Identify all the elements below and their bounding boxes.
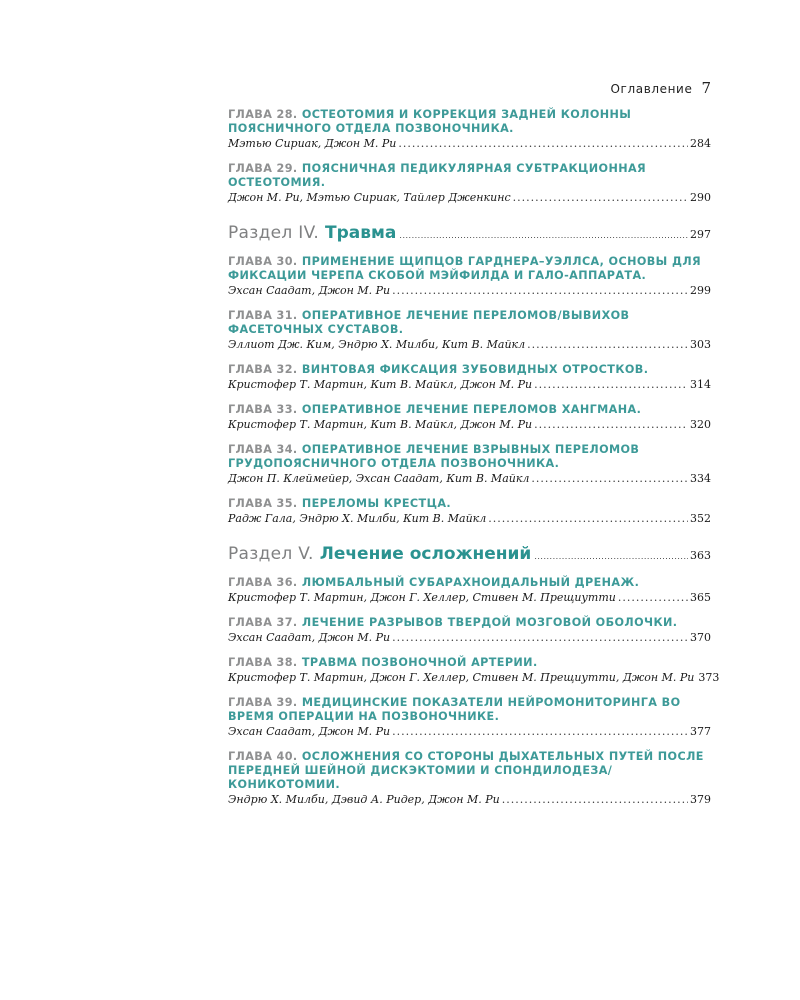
- chapter-page: 352: [690, 512, 711, 525]
- chapter-name: ПРИМЕНЕНИЕ ЩИПЦОВ ГАРДНЕРА–УЭЛЛСА, ОСНОВЫ ДЛЯ ФИКСАЦИИ ЧЕРЕПА СКОБОЙ МЭЙФИЛДА И ГАЛО-АППАРАТА.: [228, 255, 702, 282]
- authors-line: [228, 591, 711, 605]
- section-label: Раздел IV.: [228, 223, 320, 243]
- chapter-name: ЛЮМБАЛЬНЫЙ СУБАРАХНОИДАЛЬНЫЙ ДРЕНАЖ.: [301, 576, 640, 589]
- chapter-title: [228, 403, 711, 417]
- chapter-page: 299: [690, 284, 711, 297]
- dot-leader: [513, 191, 688, 205]
- chapter-name: ПОЯСНИЧНАЯ ПЕДИКУЛЯРНАЯ СУБТРАКЦИОННАЯ ОСТЕОТОМИЯ.: [228, 162, 647, 189]
- chapter-page: 314: [690, 378, 711, 391]
- chapter-title: [228, 750, 711, 792]
- chapter-title: [228, 108, 711, 136]
- chapter-authors: Мэтью Сириак, Джон М. Ри: [228, 137, 397, 150]
- chapter-name: ОПЕРАТИВНОЕ ЛЕЧЕНИЕ ПЕРЕЛОМОВ/ВЫВИХОВ ФАСЕТОЧНЫХ СУСТАВОВ.: [228, 309, 630, 336]
- running-header: [0, 79, 711, 97]
- dot-leader: [534, 418, 688, 432]
- chapter-page: 377: [690, 725, 711, 738]
- toc-chapter-35[interactable]: [228, 497, 711, 526]
- chapter-name: ОСТЕОТОМИЯ И КОРРЕКЦИЯ ЗАДНЕЙ КОЛОННЫ ПОЯСНИЧНОГО ОТДЕЛА ПОЗВОНОЧНИКА.: [228, 108, 632, 135]
- toc-chapter-40[interactable]: [228, 750, 711, 807]
- toc-section-4[interactable]: [228, 223, 711, 243]
- toc-chapter-31[interactable]: [228, 309, 711, 352]
- dot-leader: [392, 725, 688, 739]
- authors-line: [228, 472, 711, 486]
- dot-leader: [399, 231, 688, 240]
- toc-chapter-37[interactable]: [228, 616, 711, 645]
- chapter-authors: Эхсан Саадат, Джон М. Ри: [228, 631, 391, 644]
- chapter-label: ГЛАВА 29.: [228, 162, 298, 175]
- chapter-name: ВИНТОВАЯ ФИКСАЦИЯ ЗУБОВИДНЫХ ОТРОСТКОВ.: [301, 363, 649, 376]
- chapter-authors: Кристофер Т. Мартин, Кит В. Майкл, Джон М. Ри: [228, 378, 533, 391]
- dot-leader: [488, 512, 688, 526]
- chapter-page: 290: [690, 191, 711, 204]
- chapter-page: 320: [690, 418, 711, 431]
- chapter-page: 284: [690, 137, 711, 150]
- chapter-name: ПЕРЕЛОМЫ КРЕСТЦА.: [301, 497, 452, 510]
- toc-chapter-34[interactable]: [228, 443, 711, 486]
- section-page: 297: [690, 228, 711, 241]
- chapter-label: ГЛАВА 36.: [228, 576, 298, 589]
- authors-line: [228, 418, 711, 432]
- chapter-page: 334: [690, 472, 711, 485]
- toc-chapter-28[interactable]: [228, 108, 711, 151]
- chapter-title: [228, 616, 711, 630]
- chapter-label: ГЛАВА 37.: [228, 616, 298, 629]
- header-title: Оглавление: [610, 82, 693, 96]
- toc-chapter-32[interactable]: [228, 363, 711, 392]
- toc-chapter-29[interactable]: [228, 162, 711, 205]
- chapter-label: ГЛАВА 40.: [228, 750, 298, 763]
- chapter-label: ГЛАВА 35.: [228, 497, 298, 510]
- chapter-label: ГЛАВА 33.: [228, 403, 298, 416]
- chapter-authors: Радж Гала, Эндрю Х. Милби, Кит В. Майкл: [228, 512, 487, 525]
- toc-chapter-39[interactable]: [228, 696, 711, 739]
- chapter-page: 365: [690, 591, 711, 604]
- chapter-name: МЕДИЦИНСКИЕ ПОКАЗАТЕЛИ НЕЙРОМОНИТОРИНГА ВО ВРЕМЯ ОПЕРАЦИИ НА ПОЗВОНОЧНИКЕ.: [228, 696, 681, 723]
- chapter-label: ГЛАВА 38.: [228, 656, 298, 669]
- chapter-label: ГЛАВА 32.: [228, 363, 298, 376]
- section-page: 363: [690, 549, 711, 562]
- chapter-authors: Джон М. Ри, Мэтью Сириак, Тайлер Дженкинс: [228, 191, 511, 204]
- header-page-number: 7: [701, 79, 711, 97]
- chapter-authors: Кристофер Т. Мартин, Джон Г. Хеллер, Стивен М. Прещиутти: [228, 591, 616, 604]
- toc-section-5[interactable]: [228, 544, 711, 564]
- chapter-authors: Кристофер Т. Мартин, Джон Г. Хеллер, Стивен М. Прещиутти, Джон М. Ри: [228, 671, 695, 684]
- chapter-authors: Эндрю Х. Милби, Дэвид А. Ридер, Джон М. Ри: [228, 793, 500, 806]
- dot-leader: [392, 631, 688, 645]
- authors-line: [228, 284, 711, 298]
- chapter-authors: Эллиот Дж. Ким, Эндрю Х. Милби, Кит В. Майкл: [228, 338, 526, 351]
- dot-leader: [502, 793, 688, 807]
- chapter-title: [228, 497, 711, 511]
- authors-line: [228, 338, 711, 352]
- chapter-authors: Кристофер Т. Мартин, Кит В. Майкл, Джон М. Ри: [228, 418, 533, 431]
- authors-line: [228, 793, 711, 807]
- chapter-authors: Эхсан Саадат, Джон М. Ри: [228, 725, 391, 738]
- chapter-title: [228, 576, 711, 590]
- chapter-title: [228, 443, 711, 471]
- chapter-title: [228, 696, 711, 724]
- chapter-title: [228, 656, 711, 670]
- dot-leader: [392, 284, 688, 298]
- dot-leader: [527, 338, 688, 352]
- chapter-authors: Эхсан Саадат, Джон М. Ри: [228, 284, 391, 297]
- chapter-title: [228, 363, 711, 377]
- authors-line: [228, 191, 711, 205]
- chapter-page: 379: [690, 793, 711, 806]
- chapter-page: 303: [690, 338, 711, 351]
- authors-line: [228, 631, 711, 645]
- chapter-title: [228, 255, 711, 283]
- chapter-page: 373: [698, 671, 720, 684]
- chapter-label: ГЛАВА 39.: [228, 696, 298, 709]
- chapter-label: ГЛАВА 31.: [228, 309, 298, 322]
- toc-chapter-33[interactable]: [228, 403, 711, 432]
- toc-chapter-30[interactable]: [228, 255, 711, 298]
- chapter-label: ГЛАВА 34.: [228, 443, 298, 456]
- chapter-page: 370: [690, 631, 711, 644]
- chapter-name: ЛЕЧЕНИЕ РАЗРЫВОВ ТВЕРДОЙ МОЗГОВОЙ ОБОЛОЧКИ.: [301, 616, 678, 629]
- authors-line: [228, 378, 711, 392]
- dot-leader: [531, 472, 688, 486]
- chapter-label: ГЛАВА 28.: [228, 108, 298, 121]
- toc-chapter-36[interactable]: [228, 576, 711, 605]
- chapter-title: [228, 162, 711, 190]
- dot-leader: [398, 137, 688, 151]
- dot-leader: [534, 552, 688, 561]
- chapter-name: ОПЕРАТИВНОЕ ЛЕЧЕНИЕ ВЗРЫВНЫХ ПЕРЕЛОМОВ ГРУДОПОЯСНИЧНОГО ОТДЕЛА ПОЗВОНОЧНИКА.: [228, 443, 640, 470]
- section-name: Травма: [325, 223, 397, 243]
- chapter-title: [228, 309, 711, 337]
- toc-list: [228, 108, 720, 818]
- authors-line: [228, 137, 711, 151]
- dot-leader: [534, 378, 688, 392]
- chapter-label: ГЛАВА 30.: [228, 255, 298, 268]
- chapter-name: ОПЕРАТИВНОЕ ЛЕЧЕНИЕ ПЕРЕЛОМОВ ХАНГМАНА.: [301, 403, 642, 416]
- chapter-name: ОСЛОЖНЕНИЯ СО СТОРОНЫ ДЫХАТЕЛЬНЫХ ПУТЕЙ ПОСЛЕ ПЕРЕДНЕЙ ШЕЙНОЙ ДИСКЭКТОМИИ И СПОНДИЛОДЕЗА/ КОНИКОТОМИИ.: [228, 750, 704, 791]
- authors-line: [228, 725, 711, 739]
- toc-chapter-38[interactable]: [228, 656, 720, 685]
- chapter-authors: Джон П. Клеймейер, Эхсан Саадат, Кит В. Майкл: [228, 472, 530, 485]
- authors-line: [228, 512, 711, 526]
- dot-leader: [618, 591, 688, 605]
- section-label: Раздел V.: [228, 544, 314, 564]
- chapter-name: ТРАВМА ПОЗВОНОЧНОЙ АРТЕРИИ.: [301, 656, 538, 669]
- authors-line: [228, 671, 720, 685]
- section-name: Лечение осложнений: [319, 544, 532, 564]
